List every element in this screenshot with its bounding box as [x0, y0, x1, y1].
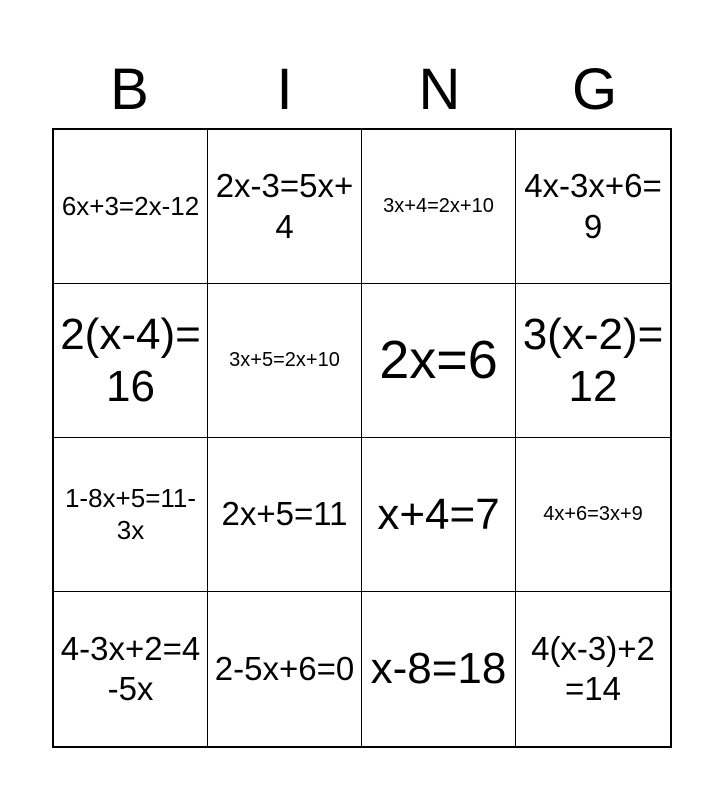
bingo-cell[interactable]: 6x+3=2x-12	[54, 130, 208, 284]
bingo-cell[interactable]: 4(x-3)+2=14	[531, 629, 655, 707]
bingo-cell[interactable]: 4x+6=3x+9	[516, 438, 670, 592]
bingo-cell[interactable]: 3x+4=2x+10	[362, 130, 516, 284]
bingo-board	[52, 128, 672, 748]
bingo-cell[interactable]: 2x+5=11	[208, 438, 362, 592]
bingo-cell[interactable]: x-8=18	[362, 592, 516, 746]
header-letter-n: N	[418, 57, 461, 122]
bingo-cell[interactable]: 2x=6	[362, 284, 516, 438]
bingo-cell[interactable]: 4x-3x+6=9	[516, 130, 670, 284]
bingo-cell[interactable]: 1-8x+5=11-3x	[54, 438, 208, 592]
bingo-cell[interactable]: 2(x-4)=16	[54, 284, 208, 438]
bingo-cell[interactable]: x+4=7	[362, 438, 516, 592]
header-letter-i: I	[276, 57, 293, 122]
header-letter-g: G	[571, 57, 618, 122]
bingo-cell[interactable]: 2x-3=5x+4	[208, 130, 362, 284]
bingo-cell[interactable]: 4-3x+2=4-5x	[54, 592, 208, 746]
bingo-cell[interactable]: 3(x-2)=12	[516, 284, 670, 438]
bingo-cell[interactable]: 3x+5=2x+10	[208, 284, 362, 438]
bingo-cell[interactable]: 2-5x+6=0	[208, 592, 362, 746]
bingo-header	[52, 52, 672, 128]
header-letter-b: B	[110, 57, 149, 122]
